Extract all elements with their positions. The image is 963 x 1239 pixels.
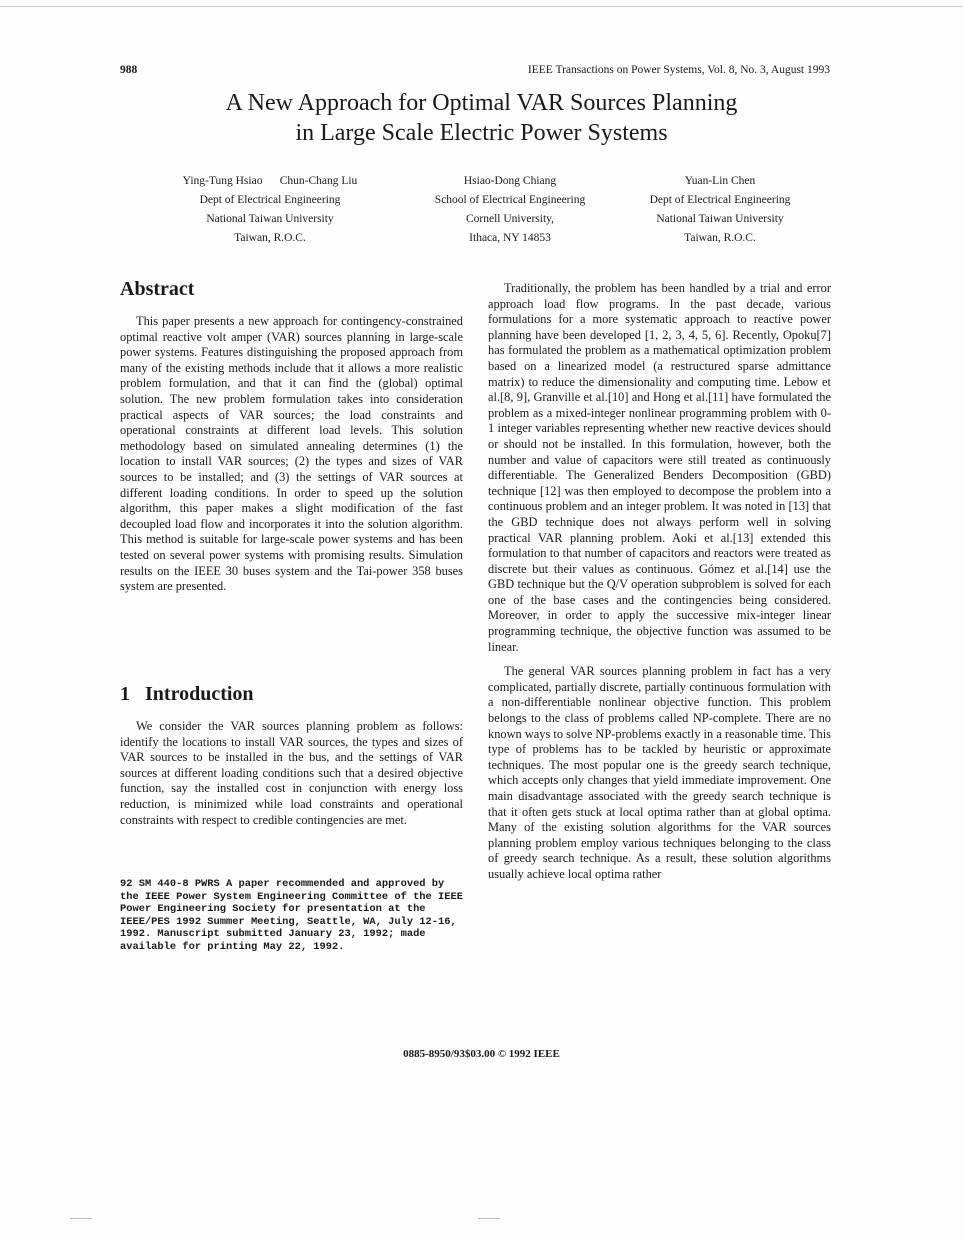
author-loc: Taiwan, R.O.C. xyxy=(234,232,306,244)
page-number: 988 xyxy=(120,64,138,76)
intro-paragraph-1: We consider the VAR sources planning problem as follows: identify the locations to install VAR sources, the types and sizes of VAR sources to be installed in the bus, and the settings of VAR sources at different loading conditions such that a desired objective function, say the installed cost in conjunction with energy loss reduction, is minimized while load constraints and operational constraints with respect to credible contingencies are met. xyxy=(120,719,463,827)
title-line-1: A New Approach for Optimal VAR Sources Planning xyxy=(225,90,738,116)
author-block-3 xyxy=(615,172,825,248)
abstract-paragraph: This paper presents a new approach for contingency-constrained optimal reactive volt amper (VAR) sources planning in large-scale power systems. Features distinguishing the proposed approach from many of the existing methods include that it allows a more realistic problem formulation, and that it can find the (global) optimal solution. The new problem formulation takes into consideration practical aspects of VAR sources; the load constraints and operational constraints at different load levels. This solution methodology based on simulated annealing determines (1) the location to install VAR sources; (2) the types and sizes of VAR sources to be installed; and (3) the settings of VAR sources at different loading conditions. In order to speed up the solution algorithm, this paper makes a slight modification of the fast decoupled load flow and incorporates it into the solution algorithm. This method is suitable for large-scale power systems and has been tested on several power systems with promising results. Simulation results on the IEEE 30 buses system and the Tai-power 358 buses system are presented. xyxy=(120,314,463,594)
author-inst: National Taiwan University xyxy=(206,213,334,225)
author-names: Hsiao-Dong Chiang xyxy=(463,175,557,187)
author-block-1 xyxy=(130,172,410,248)
author-loc: Ithaca, NY 14853 xyxy=(469,232,551,244)
author-block-2 xyxy=(400,172,620,248)
right-column xyxy=(488,281,831,883)
footnote: 92 SM 440-8 PWRS A paper recommended and approved by the IEEE Power System Engineering Committee of the IEEE Power Engineering Society for presentation at the IEEE/PES 1992 Summer Meeting, Seattle, WA, July 12-16, 1992. Manuscript submitted January 23, 1992; made available for printing May 22, 1992. xyxy=(120,878,463,953)
introduction-heading: 1 Introduction xyxy=(120,683,254,705)
right-paragraph-1: Traditionally, the problem has been handled by a trial and error approach load flow programs. In the past decade, various formulations for a more systematic approach to reactive power planning have been developed [1, 2, 3, 4, 5, 6]. Recently, Opoku[7] has formulated the problem as a mathematical optimization problem based on a linearized model (a restructured sparse admittance matrix) to reduce the dimensionality and computing time. Lebow et al.[8, 9], Granville et al.[10] and Hong et al.[11] have formulated the problem as a mixed-integer nonlinear programming problem with 0-1 integer variables representing whether new reactive devices should or should not be installed. In this formulation, however, both the number and value of capacitors were still treated as continuously differentiable. The Generalized Benders Decomposition (GBD) technique [12] was then employed to decompose the problem into a continuous problem and an integer problem. It was noted in [13] that the GBD technique does not always perform well in solving practical VAR planning problem. Aoki et al.[13] extended this formulation to that number of capacitors and reactors were treated as discrete but their values as continuous. Gómez et al.[14] use the GBD technique but the Q/V operation subproblem is solved for each one of the base cases and the contingencies being considered. Moreover, in order to apply the successive mix-integer linear programming technique, the objective function was assumed to be linear. xyxy=(488,281,831,654)
author-loc: Taiwan, R.O.C. xyxy=(684,232,756,244)
scan-mark xyxy=(70,1218,92,1219)
introduction-body xyxy=(120,719,463,828)
journal-header: IEEE Transactions on Power Systems, Vol. 8, No. 3, August 1993 xyxy=(527,64,830,76)
abstract-heading: Abstract xyxy=(120,278,195,300)
author-inst: National Taiwan University xyxy=(656,213,784,225)
author-dept: Dept of Electrical Engineering xyxy=(649,194,791,206)
right-paragraph-2: The general VAR sources planning problem in fact has a very complicated, partially discrete, partially continuous formulation with a non-differentiable nonlinear objective function. This problem belongs to the class of problems called NP-complete. There are no known ways to solve NP-problems exactly in a reasonable time. This type of problems has to be tackled by heuristic or approximate techniques. The most popular one is the greedy search technique, which accepts only changes that yield immediate improvement. One main disadvantage associated with the greedy search technique is that it often gets stuck at local optima rather than at global optima. Many of the existing solution algorithms for the VAR sources planning problem employ various techniques belonging to the class of greedy search technique. As a result, these solution algorithms usually achieve local optima rather xyxy=(488,664,831,881)
author-dept: Dept of Electrical Engineering xyxy=(199,194,341,206)
scan-mark xyxy=(478,1218,500,1219)
author-names: Ying-Tung Hsiao Chun-Chang Liu xyxy=(182,175,358,187)
scan-edge-line xyxy=(0,6,963,7)
author-names: Yuan-Lin Chen xyxy=(684,175,756,187)
copyright-line: 0885-8950/93$03.00 © 1992 IEEE xyxy=(403,1048,560,1060)
author-dept: School of Electrical Engineering xyxy=(434,194,586,206)
abstract-body xyxy=(120,314,463,595)
author-inst: Cornell University, xyxy=(465,213,555,225)
title-line-2: in Large Scale Electric Power Systems xyxy=(295,120,668,146)
